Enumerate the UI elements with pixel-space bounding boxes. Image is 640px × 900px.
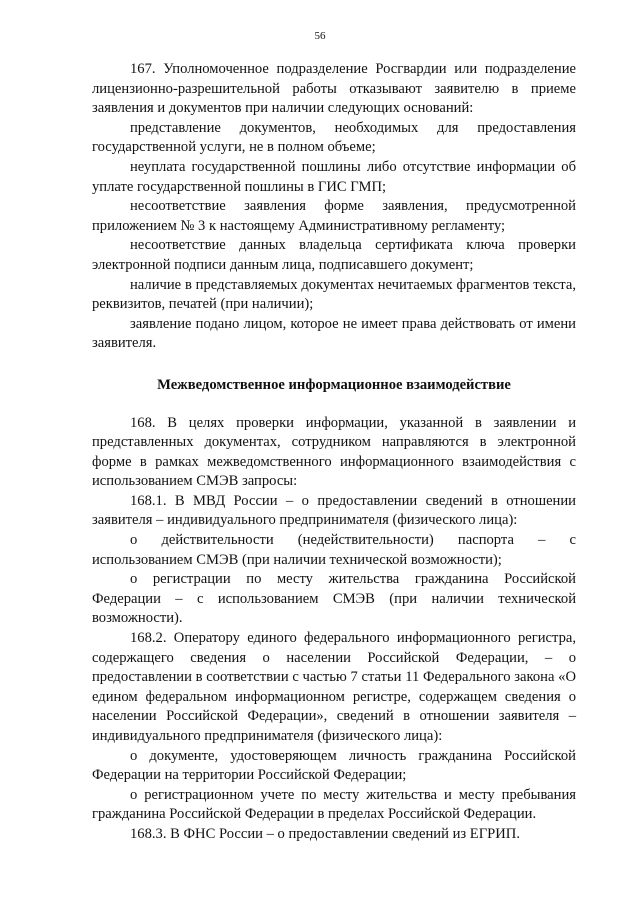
list-item: несоответствие данных владельца сертификата ключа проверки электронной подписи данным лица, подписавшего документ; bbox=[92, 237, 576, 273]
list-item: о документе, удостоверяющем личность гражданина Российской Федерации на территории Российской Федерации; bbox=[92, 747, 576, 784]
page-number: 56 bbox=[314, 30, 326, 42]
list-item: наличие в представляемых документах нечитаемых фрагментов текста, реквизитов, печатей (при наличии); bbox=[92, 276, 576, 313]
list-item: о действительности (недействительности) паспорта – с использованием СМЭВ (при наличии технической возможности); bbox=[92, 532, 576, 568]
spacer bbox=[92, 396, 576, 414]
paragraph-168-3: 168.3. В ФНС России – о предоставлении сведений из ЕГРИП. bbox=[130, 825, 520, 842]
list-item: несоответствие заявления форме заявления, предусмотренной приложением № 3 к настоящему Административному регламенту; bbox=[92, 198, 576, 234]
list-item: о регистрационном учете по месту жительства и месту пребывания гражданина Российской Федерации в пределах Российской Федерации. bbox=[92, 786, 576, 823]
spacer bbox=[92, 354, 576, 376]
list-item: заявление подано лицом, которое не имеет права действовать от имени заявителя. bbox=[92, 315, 576, 352]
section-heading: Межведомственное информационное взаимодействие bbox=[157, 376, 511, 393]
paragraph-168-1: 168.1. В МВД России – о предоставлении сведений в отношении заявителя – индивидуального предпринимателя (физического лица): bbox=[92, 492, 576, 529]
list-item: о регистрации по месту жительства гражданина Российской Федерации – с использованием СМЭВ (при наличии технической возможности). bbox=[92, 571, 576, 627]
document-body bbox=[92, 60, 576, 845]
list-item: представление документов, необходимых для предоставления государственной услуги, не в полном объеме; bbox=[92, 119, 576, 156]
paragraph-168: 168. В целях проверки информации, указанной в заявлении и представленных документах, сотрудником направляются в электронной форме в рамках межведомственного информационного взаимодействия с использованием СМЭВ запросы: bbox=[92, 414, 576, 490]
list-item: неуплата государственной пошлины либо отсутствие информации об уплате государственной пошлины в ГИС ГМП; bbox=[92, 158, 576, 195]
paragraph-168-2: 168.2. Оператору единого федерального информационного регистра, содержащего сведения о населении Российской Федерации, – о предоставлении в соответствии с частью 7 статьи 11 Федерального закона «О едином федеральном информационном регистре, содержащем сведения о населении Российской Федерации», сведений в отношении заявителя – индивидуального предпринимателя (физического лица): bbox=[92, 630, 576, 744]
paragraph-167: 167. Уполномоченное подразделение Росгвардии или подразделение лицензионно-разрешительной работы отказывают заявителю в приеме заявления и документов при наличии следующих оснований: bbox=[92, 61, 576, 117]
